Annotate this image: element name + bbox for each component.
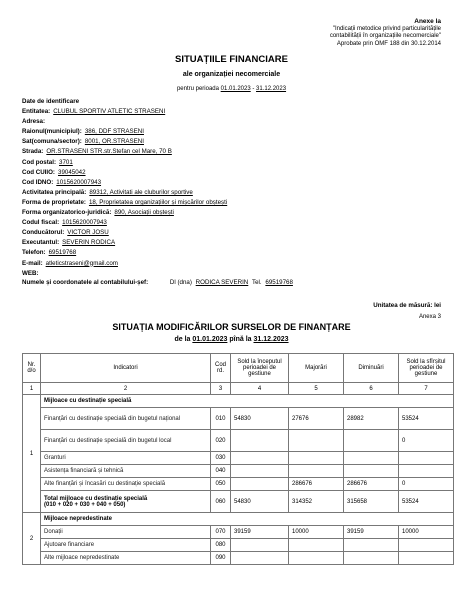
indicator-cell: Asistența financiară și tehnică — [41, 465, 211, 478]
value-cell — [289, 430, 344, 452]
report-to: 31.12.2023 — [253, 336, 289, 343]
field-value: OR.STRASENI STR.str.Stefan cel Mare, 70 B — [46, 148, 172, 156]
column-number-row — [23, 383, 454, 395]
identification-row — [22, 269, 452, 279]
field-value: atleticstraseni@gmail.com — [45, 259, 118, 267]
table-body — [23, 395, 454, 565]
value-cell — [231, 465, 289, 478]
table-row — [23, 430, 454, 452]
total-formula: (010 + 020 + 030 + 040 + 050) — [44, 501, 126, 508]
identification-row — [22, 198, 452, 208]
value-cell: 27676 — [289, 408, 344, 430]
period-separator: - — [250, 86, 257, 92]
col-number: 2 — [41, 383, 211, 395]
row-number: 1 — [23, 395, 41, 513]
col-number: 3 — [211, 383, 231, 395]
field-value: 69519768 — [48, 249, 77, 257]
identification-row — [22, 208, 452, 218]
value-cell: 286676 — [344, 478, 399, 491]
accountant-prefix: Dl (dna) — [169, 279, 192, 286]
field-label: Executantul: — [22, 239, 60, 247]
identification-rows — [22, 107, 452, 279]
report-mid: pînă la — [229, 336, 252, 343]
value-cell: 39159 — [344, 526, 399, 539]
identification-row — [22, 147, 452, 157]
reporting-period — [0, 86, 463, 92]
total-label: Total mijloace cu destinație specială — [44, 495, 148, 502]
indicator-cell: Finanțări cu destinație specială din bugetul local — [41, 430, 211, 452]
indicator-cell: Granturi — [41, 452, 211, 465]
table-row — [23, 539, 454, 552]
field-value: 1015620007943 — [56, 178, 102, 186]
value-cell — [399, 539, 454, 552]
report-period — [0, 336, 463, 343]
value-cell — [344, 452, 399, 465]
value-cell — [344, 430, 399, 452]
annex-line: contabilității în organizațiile necomerciale" — [329, 33, 441, 40]
field-label: WEB: — [22, 269, 39, 277]
unit-of-measure: Unitatea de măsură: lei — [373, 302, 441, 309]
period-to: 31.12.2023 — [256, 86, 287, 92]
field-label: Forma organizatorico-juridică: — [22, 209, 112, 217]
annex-3-label: Anexa 3 — [418, 314, 441, 320]
identification-row — [22, 228, 452, 238]
field-value: 39045042 — [58, 168, 86, 176]
value-cell — [399, 552, 454, 565]
value-cell: 53524 — [399, 408, 454, 430]
field-value: CLUBUL SPORTIV ATLETIC STRASENI — [53, 108, 166, 116]
col-number: 5 — [289, 383, 344, 395]
field-label: Codul fiscal: — [22, 219, 60, 227]
indicator-cell: Finanțări cu destinație specială din bugetul național — [41, 408, 211, 430]
table-row — [23, 465, 454, 478]
table-header-row — [23, 354, 454, 383]
value-cell — [231, 478, 289, 491]
value-cell: 315658 — [344, 491, 399, 513]
value-cell: 0 — [399, 430, 454, 452]
indicator-cell: Alte finanțări și încasări cu destinație specială — [41, 478, 211, 491]
table-row — [23, 452, 454, 465]
section-row — [23, 513, 454, 526]
value-cell: 0 — [399, 478, 454, 491]
indicator-cell: Donații — [41, 526, 211, 539]
col-header: Nr. d/o — [23, 354, 41, 383]
value-cell — [399, 465, 454, 478]
value-cell: 54830 — [231, 408, 289, 430]
identification-heading: Date de identificare — [22, 98, 80, 105]
annex-line: Aprobate prin OMF 188 din 30.12.2014 — [336, 40, 441, 47]
col-header: Sold la sfîrșitul perioadei de gestiune — [399, 354, 454, 383]
field-value: 8001, OR.STRASENI — [84, 138, 144, 146]
value-cell: 54830 — [231, 491, 289, 513]
code-cell: 070 — [211, 526, 231, 539]
financing-sources-table — [22, 353, 454, 565]
report-from: 01.01.2023 — [192, 336, 228, 343]
table-row — [23, 478, 454, 491]
value-cell — [344, 465, 399, 478]
code-cell: 030 — [211, 452, 231, 465]
field-value: 1015620007943 — [62, 219, 107, 227]
report-title: SITUAȚIA MODIFICĂRILOR SURSELOR DE FINANȚARE — [112, 322, 351, 332]
annex-note — [221, 18, 441, 48]
table-row — [23, 408, 454, 430]
identification-row — [22, 168, 452, 178]
value-cell — [289, 452, 344, 465]
accountant-tel-label: Tel. — [252, 279, 262, 286]
field-value: 386, DDF STRASENI — [84, 128, 144, 136]
value-cell — [231, 552, 289, 565]
field-label: Sat(comuna/sector): — [22, 138, 82, 146]
value-cell — [289, 539, 344, 552]
code-cell: 090 — [211, 552, 231, 565]
value-cell: 314352 — [289, 491, 344, 513]
row-number: 2 — [23, 513, 41, 565]
field-label: Telefon: — [22, 249, 46, 257]
total-row — [23, 491, 454, 513]
col-header: Cod rd. — [211, 354, 231, 383]
identification-row — [22, 259, 452, 269]
period-from: 01.01.2023 — [220, 86, 251, 92]
indicator-cell: Ajutoare financiare — [41, 539, 211, 552]
identification-row — [22, 238, 452, 248]
value-cell — [231, 452, 289, 465]
code-cell: 020 — [211, 430, 231, 452]
identification-row — [22, 127, 452, 137]
identification-row — [22, 178, 452, 188]
field-label: Raionul(municipiul): — [22, 128, 82, 136]
value-cell: 28982 — [344, 408, 399, 430]
table-row — [23, 552, 454, 565]
value-cell — [231, 430, 289, 452]
identification-row — [22, 107, 452, 117]
total-indicator-cell — [41, 491, 211, 513]
code-cell: 060 — [211, 491, 231, 513]
field-label: Cod CUIIO: — [22, 168, 55, 176]
accountant-tel: 69519768 — [265, 279, 293, 286]
code-cell: 050 — [211, 478, 231, 491]
value-cell — [399, 452, 454, 465]
identification-row — [22, 158, 452, 168]
code-cell: 040 — [211, 465, 231, 478]
col-header: Indicatori — [41, 354, 211, 383]
accountant-name: RODICA SEVERIN — [195, 279, 249, 286]
field-label: Forma de proprietate: — [22, 198, 86, 206]
identification-row — [22, 218, 452, 228]
field-label: Adresa: — [22, 118, 46, 126]
identification-block — [22, 97, 452, 279]
annex-title: Anexe la — [414, 18, 441, 25]
code-cell: 010 — [211, 408, 231, 430]
field-label: Strada: — [22, 148, 44, 156]
value-cell: 53524 — [399, 491, 454, 513]
document-title: SITUAȚIILE FINANCIARE — [175, 54, 288, 65]
identification-row — [22, 117, 452, 127]
field-value: 890, Asociații obștești — [114, 209, 174, 217]
identification-row — [22, 137, 452, 147]
field-value: 3701 — [59, 158, 73, 166]
field-label: Cod postal: — [22, 158, 57, 166]
value-cell: 10000 — [399, 526, 454, 539]
field-value: VICTOR JOSU — [67, 229, 109, 237]
accountant-line — [22, 279, 293, 286]
field-label: Entitatea: — [22, 108, 51, 116]
code-cell: 080 — [211, 539, 231, 552]
identification-row — [22, 188, 452, 198]
identification-row — [22, 248, 452, 258]
value-cell — [289, 552, 344, 565]
field-label: E-mail: — [22, 259, 43, 267]
col-header: Diminuări — [344, 354, 399, 383]
col-number: 6 — [344, 383, 399, 395]
period-prefix: pentru perioada — [176, 86, 219, 92]
field-value: 18, Proprietatea organizațiilor și mișcărilor obștești — [88, 198, 228, 206]
indicator-cell: Alte mijloace nepredestinate — [41, 552, 211, 565]
section-title: Mijloace nepredestinate — [41, 513, 454, 526]
col-number: 4 — [231, 383, 289, 395]
value-cell — [344, 539, 399, 552]
field-value: 89312, Activitati ale cluburilor sportive — [89, 188, 193, 196]
field-label: Activitatea principală: — [22, 188, 87, 196]
value-cell — [231, 539, 289, 552]
accountant-label: Numele și coordonatele al contabilului-șef: — [22, 279, 149, 286]
col-number: 7 — [399, 383, 454, 395]
value-cell: 286676 — [289, 478, 344, 491]
report-from-prefix: de la — [174, 336, 191, 343]
annex-line: "Indicații metodice privind particularitățile — [332, 25, 441, 32]
field-value: SEVERIN RODICA — [62, 239, 116, 247]
field-label: Cod IDNO: — [22, 178, 54, 186]
col-number: 1 — [23, 383, 41, 395]
value-cell — [344, 552, 399, 565]
value-cell: 10000 — [289, 526, 344, 539]
value-cell — [289, 465, 344, 478]
section-title: Mijloace cu destinație specială — [41, 395, 454, 408]
section-row — [23, 395, 454, 408]
col-header: Sold la începutul perioadei de gestiune — [231, 354, 289, 383]
table-row — [23, 526, 454, 539]
field-label: Conducătorul: — [22, 229, 65, 237]
col-header: Majorări — [289, 354, 344, 383]
document-subtitle: ale organizației necomerciale — [182, 71, 281, 78]
value-cell: 39159 — [231, 526, 289, 539]
